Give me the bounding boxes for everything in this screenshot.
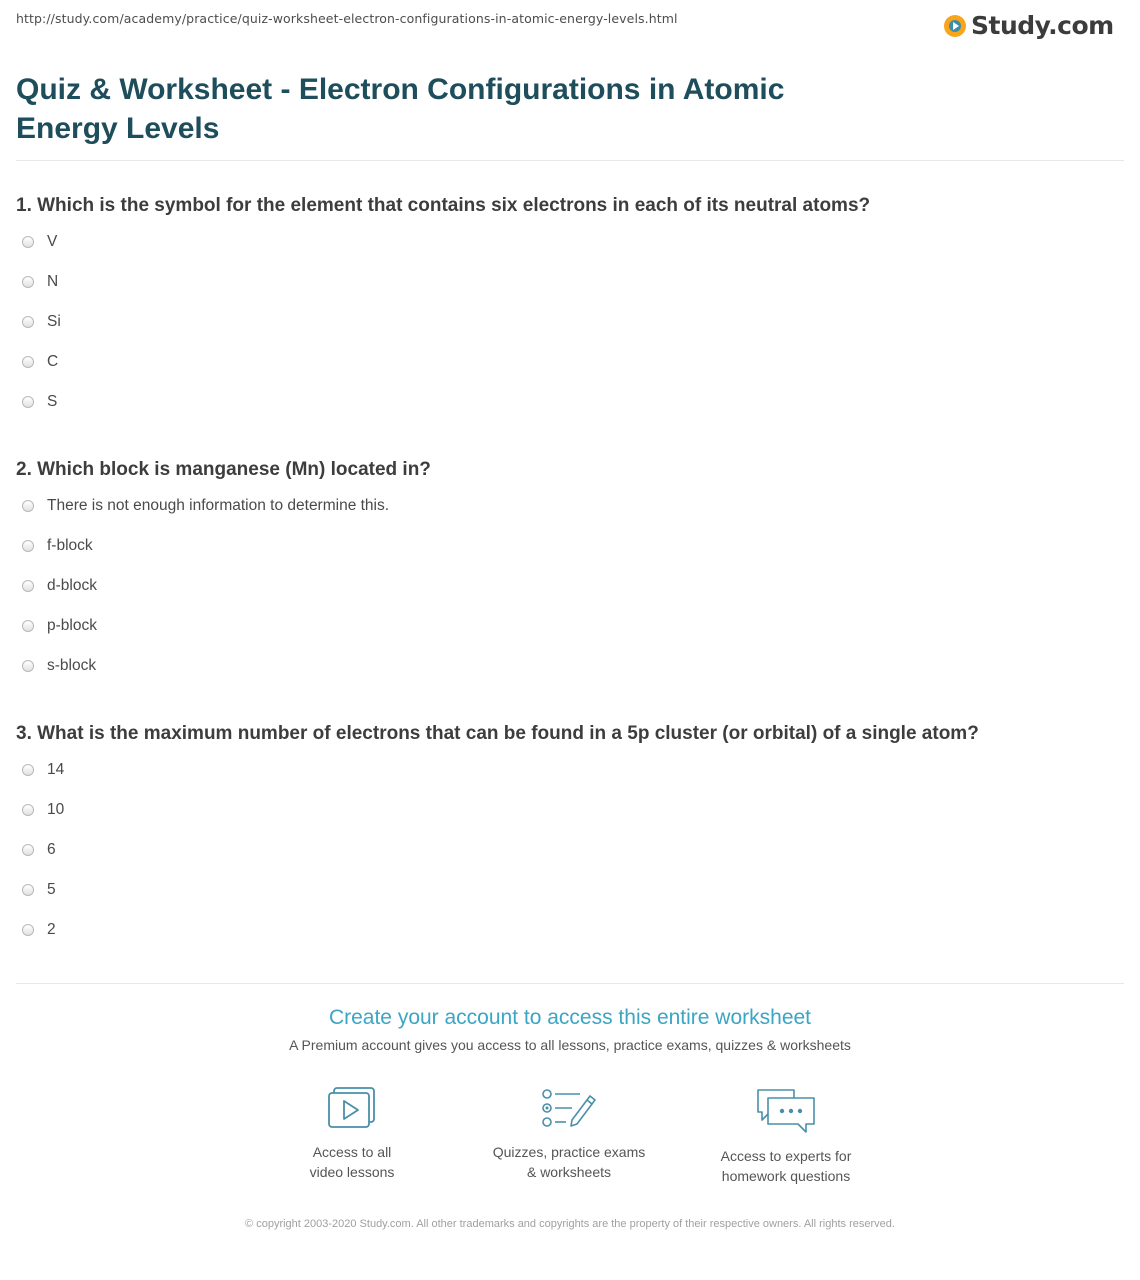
feature-label-line: homework questions xyxy=(721,1168,851,1184)
study-logo[interactable] xyxy=(944,8,1114,42)
choice-label: 6 xyxy=(47,841,56,858)
radio-icon[interactable] xyxy=(22,804,34,816)
radio-icon[interactable] xyxy=(22,844,34,856)
choice-label: V xyxy=(47,233,58,250)
choice-list xyxy=(16,761,1126,961)
radio-icon[interactable] xyxy=(22,356,34,368)
cta-subtitle: A Premium account gives you access to all lessons, practice exams, quizzes & worksheets xyxy=(289,1037,851,1053)
radio-icon[interactable] xyxy=(22,276,34,288)
choice-label: N xyxy=(47,273,59,290)
feature-label-line: video lessons xyxy=(309,1164,395,1180)
radio-icon[interactable] xyxy=(22,924,34,936)
radio-icon[interactable] xyxy=(22,236,34,248)
radio-icon[interactable] xyxy=(22,316,34,328)
radio-icon[interactable] xyxy=(22,540,34,552)
cta-divider xyxy=(16,983,1124,984)
question-1 xyxy=(16,192,1126,433)
radio-icon[interactable] xyxy=(22,884,34,896)
chat-bubbles-icon xyxy=(754,1086,818,1136)
question-2 xyxy=(16,456,1126,697)
radio-icon[interactable] xyxy=(22,396,34,408)
title-divider xyxy=(16,160,1124,161)
radio-icon[interactable] xyxy=(22,620,34,632)
choice-option[interactable] xyxy=(16,921,1126,961)
choice-option[interactable] xyxy=(16,313,1126,353)
page-title: Quiz & Worksheet - Electron Configurations in Atomic Energy Levels xyxy=(16,73,785,145)
choice-list xyxy=(16,233,1126,433)
choice-option[interactable] xyxy=(16,497,1126,537)
choice-option[interactable] xyxy=(16,761,1126,801)
feature-label-line: & worksheets xyxy=(526,1164,612,1180)
choice-option[interactable] xyxy=(16,353,1126,393)
choice-option[interactable] xyxy=(16,841,1126,881)
feature-video-lessons xyxy=(252,1086,452,1182)
choice-label: There is not enough information to determine this. xyxy=(47,497,390,514)
copyright-text: © copyright 2003-2020 Study.com. All other trademarks and copyrights are the property of their respective owners. All rights reserved. xyxy=(245,1218,895,1230)
feature-label-line: Access to all xyxy=(312,1144,392,1160)
choice-option[interactable] xyxy=(16,577,1126,617)
radio-icon[interactable] xyxy=(22,660,34,672)
choice-label: Si xyxy=(47,313,61,330)
choice-label: p-block xyxy=(47,617,97,634)
choice-option[interactable] xyxy=(16,233,1126,273)
feature-quizzes xyxy=(469,1086,669,1182)
video-lessons-icon xyxy=(326,1086,378,1132)
radio-icon[interactable] xyxy=(22,764,34,776)
choice-label: 2 xyxy=(47,921,56,938)
choice-option[interactable] xyxy=(16,537,1126,577)
question-text: 3. What is the maximum number of electrons that can be found in a 5p cluster (or orbital) of a single atom? xyxy=(16,723,979,744)
quiz-checklist-icon xyxy=(540,1086,598,1132)
choice-option[interactable] xyxy=(16,881,1126,921)
create-account-link[interactable]: Create your account to access this entire worksheet xyxy=(328,1006,812,1029)
feature-label-line: Access to experts for xyxy=(720,1148,852,1164)
feature-experts xyxy=(686,1086,886,1186)
choice-option[interactable] xyxy=(16,801,1126,841)
choice-option[interactable] xyxy=(16,393,1126,433)
choice-label: S xyxy=(47,393,58,410)
choice-option[interactable] xyxy=(16,657,1126,697)
choice-label: s-block xyxy=(47,657,97,674)
question-3 xyxy=(16,720,1126,961)
choice-label: 10 xyxy=(47,801,65,818)
choice-option[interactable] xyxy=(16,617,1126,657)
logo-text: Study.com xyxy=(971,10,1114,40)
choice-option[interactable] xyxy=(16,273,1126,313)
question-text: 2. Which block is manganese (Mn) located in? xyxy=(16,459,431,480)
radio-icon[interactable] xyxy=(22,580,34,592)
page-url: http://study.com/academy/practice/quiz-worksheet-electron-configurations-in-atomic-energy-levels.html xyxy=(16,11,678,26)
study-logo-icon xyxy=(944,15,966,37)
question-text: 1. Which is the symbol for the element that contains six electrons in each of its neutral atoms? xyxy=(16,195,871,216)
choice-label: 14 xyxy=(47,761,65,778)
choice-label: C xyxy=(47,353,59,370)
choice-label: 5 xyxy=(47,881,56,898)
feature-label-line: Quizzes, practice exams xyxy=(492,1144,646,1160)
choice-list xyxy=(16,497,1126,697)
choice-label: d-block xyxy=(47,577,97,594)
choice-label: f-block xyxy=(47,537,93,554)
radio-icon[interactable] xyxy=(22,500,34,512)
